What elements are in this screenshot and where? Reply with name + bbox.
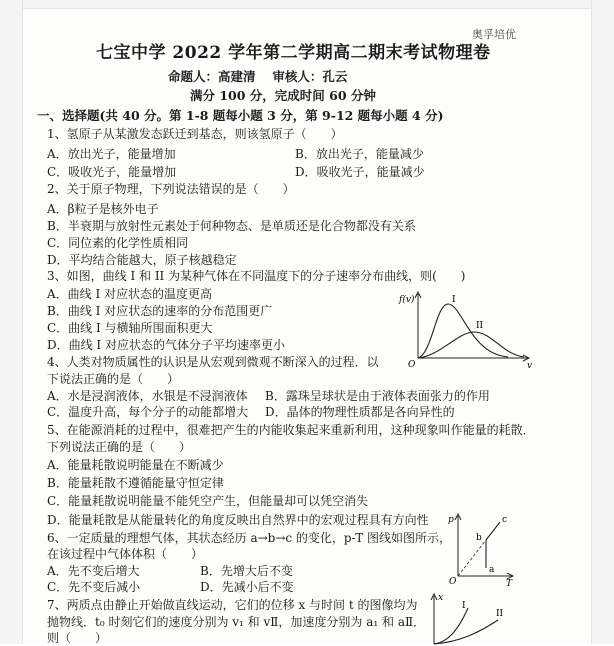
fig6-point-a: a	[489, 565, 495, 575]
viewer-right-margin	[591, 0, 614, 644]
q5-stem-line2: 下列说法正确的是（ ）	[47, 440, 192, 454]
q7-stem-line3: 则（ ）	[47, 631, 108, 645]
q7-stem-line1: 7、两质点由静止开始做直线运动，它们的位移 x 与时间 t 的图像均为	[47, 598, 418, 612]
q1-option-a: A．放出光子，能量增加	[47, 147, 176, 161]
q7-stem-line2: 抛物线．t₀ 时刻它们的速度分别为 v₁ 和 vⅡ，加速度分别为 a₁ 和 aⅡ．	[47, 615, 426, 629]
q6-option-d: D．先减小后不变	[200, 580, 294, 594]
fig6-x-label: T	[506, 579, 513, 589]
authors-line: 命题人：高建清 审核人：孔云	[168, 69, 348, 84]
fig3-curve-2	[418, 332, 524, 358]
fig3-curve-1	[418, 304, 508, 358]
fig6-point-b: b	[476, 533, 482, 543]
q5-option-c: C．能量耗散说明能量不能凭空产生，但能量却可以凭空消失	[47, 494, 369, 508]
page-title: 七宝中学 2022 学年第二学期高二期末考试物理卷	[96, 43, 491, 63]
viewer-top-margin	[0, 0, 614, 9]
q5-option-a: A．能量耗散说明能量在不断减少	[47, 458, 224, 472]
fig6-segment-bc	[486, 522, 500, 540]
fig6-y-label: p	[448, 515, 454, 525]
fig3-curve-1-label: I	[452, 295, 456, 305]
fig6-dashed-guide	[458, 540, 486, 576]
q1-option-c: C．吸收光子，能量增加	[47, 165, 177, 179]
fig3-y-label: f(v)	[399, 295, 415, 305]
q3-option-a: A．曲线 I 对应状态的温度更高	[47, 287, 213, 301]
q6-pt-figure	[446, 510, 516, 589]
q2-stem: 2、关于原子物理，下列说法错误的是（ ）	[47, 182, 295, 196]
fig7-curve-2-label: II	[496, 609, 504, 619]
q6-option-c: C．先不变后减小	[47, 580, 141, 594]
fig7-y-label: x	[438, 593, 444, 603]
section-heading: 一、选择题(共 40 分。第 1-8 题每小题 3 分，第 9-12 题每小题 4 分)	[37, 108, 444, 123]
q6-stem-line1: 6、一定质量的理想气体，其状态经历 a→b→c 的变化，p-T 图线如图所示，	[47, 531, 452, 545]
q3-distribution-figure	[396, 290, 536, 370]
q4-option-c: C．温度升高，每个分子的动能都增大	[47, 405, 249, 419]
q4-stem-line1: 4、人类对物质属性的认识是从宏观到微观不断深入的过程．以	[47, 355, 379, 369]
q2-option-a: A．β粒子是核外电子	[47, 202, 159, 216]
q7-xt-figure	[420, 590, 520, 644]
q1-option-b: B．放出光子，能量减少	[295, 147, 424, 161]
q5-option-b: B．能量耗散不遵循能量守恒定律	[47, 476, 224, 490]
q5-stem-line1: 5、在能源消耗的过程中，很难把产生的内能收集起来重新利用，这种现象叫作能量的耗散．	[47, 423, 535, 437]
fig3-x-label: v	[527, 361, 533, 371]
q4-option-d: D．晶体的物理性质都是各向异性的	[265, 405, 455, 419]
q3-option-c: C．曲线 I 与横轴所围面积更大	[47, 321, 213, 335]
fig7-curve-1	[434, 608, 468, 644]
watermark: 奥孚培优	[472, 28, 516, 41]
q2-option-b: B．半衰期与放射性元素处于何种物态、是单质还是化合物都没有关系	[47, 219, 416, 233]
viewer-left-margin	[0, 0, 23, 644]
fig6-point-c: c	[502, 515, 508, 525]
q4-stem-line2: 下说法正确的是（ ）	[47, 372, 180, 386]
q6-option-b: B．先增大后不变	[200, 564, 293, 578]
q2-option-c: C．同位素的化学性质相同	[47, 236, 189, 250]
q2-option-d: D．平均结合能越大，原子核越稳定	[47, 253, 237, 267]
fig6-origin: O	[449, 577, 457, 587]
q4-option-b: B．露珠呈球状是由于液体表面张力的作用	[265, 389, 490, 403]
fig7-curve-1-label: I	[462, 601, 466, 611]
q1-stem: 1、氢原子从某激发态跃迁到基态，则该氢原子（ ）	[47, 127, 343, 141]
q5-option-d: D．能量耗散是从能量转化的角度反映出自然界中的宏观过程具有方向性	[47, 513, 429, 527]
q6-option-a: A．先不变后增大	[47, 564, 140, 578]
fig3-curve-2-label: II	[476, 321, 484, 331]
q3-stem: 3、如图，曲线 I 和 II 为某种气体在不同温度下的分子速率分布曲线，则( )	[47, 269, 466, 283]
q6-stem-line2: 在该过程中气体体积（ ）	[47, 547, 204, 561]
q4-option-a: A．水是浸润液体，水银是不浸润液体	[47, 389, 248, 403]
q3-option-d: D．曲线 I 对应状态的气体分子平均速率更小	[47, 338, 285, 352]
fig3-origin: O	[408, 360, 416, 370]
q1-option-d: D．吸收光子，能量减少	[295, 165, 425, 179]
score-line: 满分 100 分，完成时间 60 分钟	[190, 88, 376, 103]
q3-option-b: B．曲线 I 对应状态的速率的分布范围更广	[47, 304, 273, 318]
